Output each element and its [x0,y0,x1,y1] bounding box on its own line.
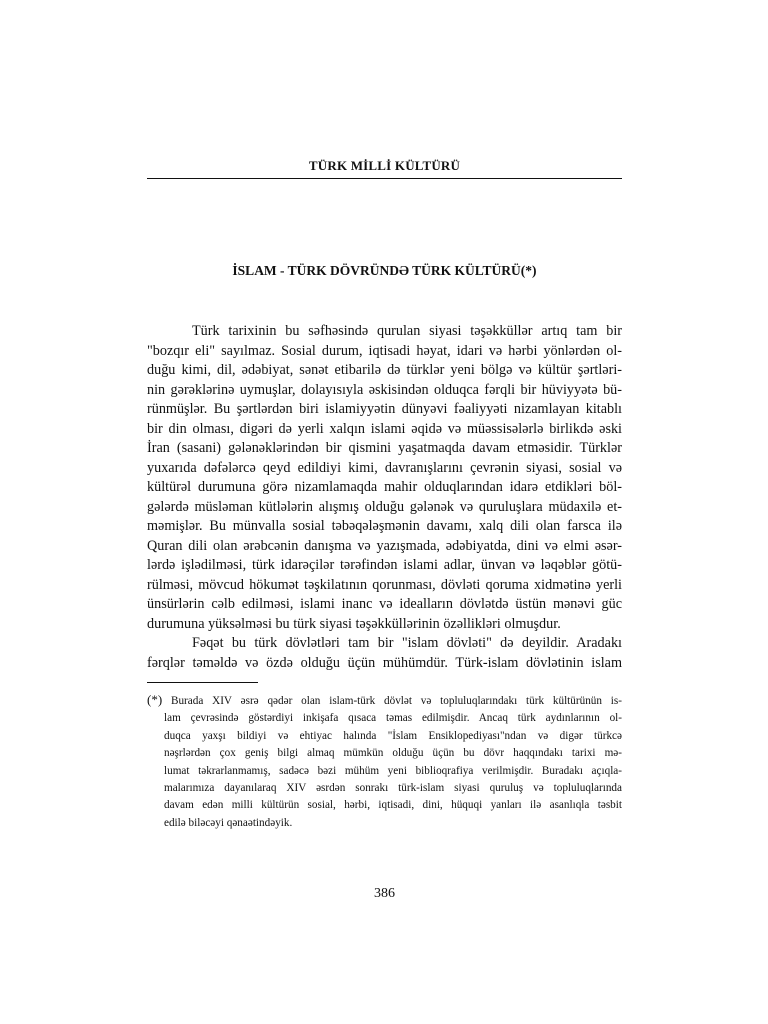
page-number: 386 [374,886,395,901]
body-line: rülməsi, mövcud hökumət təşkilatının qorunması, dövləti qoruma xidmətinə yerli [147,576,622,593]
footnote-line-text: Burada XIV əsrə qədər olan islam-türk dövlət və topluluqlarındakı türk kültürünün is- [171,695,622,707]
body-line: nin gərəklərinə uymuşlar, dolayısıyla əskisindən olduqca fərqli bir hüviyyətə bü- [147,381,622,398]
body-line: durumuna yüksəlməsi bu türk siyasi təşəkküllərinin özəllikləri olmuşdur. [147,615,561,632]
body-text [147,322,622,673]
footnote-line: malarımıza dayanılaraq XIV əsrdən sonrakı türk-islam siyasi quruluş və topluluqlarında [164,782,622,795]
body-line: Fəqət bu türk dövlətləri tam bir "islam dövləti" də deyildir. Aradakı [192,635,622,651]
body-line: rünmüşlər. Bu şərtlərdən biri islamiyyətin dünyəvi fəaliyyəti nizamlayan kitablı [147,401,622,417]
footnote-line: nəşrlərdən çox geniş bilgi almaq mümkün olduğu üçün bu dövr haqqındakı tarixi mə- [164,747,622,760]
running-header: TÜRK MİLLİ KÜLTÜRÜ [308,158,461,173]
footnote-rule [147,682,258,683]
body-line: gələrdə müsləman kütlələrin alışmış olduğu gələnək və quruluşlara müdaxilə et- [147,498,622,515]
body-line: lərdə işlədilməsi, türk idarəçilər tərəfindən islami adlar, ünvan və ləqəblər götü- [147,557,622,573]
footnote [147,691,622,832]
body-line: "bozqır eli" sayılmaz. Sosial durum, iqtisadi həyat, idari və hərbi yönlərdən ol- [147,342,622,359]
body-line: fərqlər təməldə və özdə olduğu üçün mühümdür. Türk-islam dövlətinin islam [147,654,622,671]
body-line: kültürəl durumuna görə nizamlamaqda mahir olduqlarından idarə etdikləri böl- [147,479,622,495]
body-line: Türk tarixinin bu səfhəsində qurulan siyasi təşəkküllər artıq tam bir [192,323,622,339]
footnote-line: lumat təkrarlanmamış, sadəcə bəzi mühüm yeni biblioqrafiya verilmişdir. Buradakı açıqla- [164,764,622,777]
body-line: ünsürlərin cəlb edilməsi, islami inanc və idealların dövlətdə üstün mənəvi güc [147,596,622,612]
header-rule [147,178,622,179]
chapter-title: İSLAM - TÜRK DÖVRÜNDƏ TÜRK KÜLTÜRÜ(*) [232,263,537,278]
footnote-line: duqca yaxşı bildiyi və ehtiyac halında "İslam Ensiklopediyası"ndan və digər türkcə [164,729,622,742]
body-line: Quran dili olan ərəbcənin danışma və yazışmada, ədəbiyatda, dini və elmi əsər- [147,537,622,554]
footnote-line: edilə biləcəyi qənaətindəyik. [164,816,293,829]
footnote-line: lam çevrəsində göstərdiyi inkişafa qısaca təmas edilmişdir. Ancaq türk aydınlarının ol- [164,712,622,725]
body-line: yuxarıda dəfələrcə qeyd edildiyi kimi, davranışlarını çevrənin siyasi, sosial və [147,459,622,476]
footnote-line: davam edən milli kültürün sosial, hərbi, iqtisadi, dini, hüquqi yanları ilə asanlıqla təsbit [164,799,622,812]
body-line: bir din olması, digəri də yerli xalqın islami əqidə və müəssisələrlə birlikdə əski [147,420,622,437]
body-line: məmişlər. Bu münvalla sosial təbəqələşmənin davamı, xalq dili olan farsca ilə [147,518,622,534]
footnote-line [147,691,622,710]
footnote-marker: (*) [147,692,163,707]
body-line: duğu kimi, dil, ədəbiyat, sənət etibarilə də türklər yeni bölgə və kültür şərtləri- [147,362,622,378]
body-line: İran (sasani) gələnəklərindən bir qismini yaşatmaqda davam etməsidir. Türklər [147,440,622,456]
